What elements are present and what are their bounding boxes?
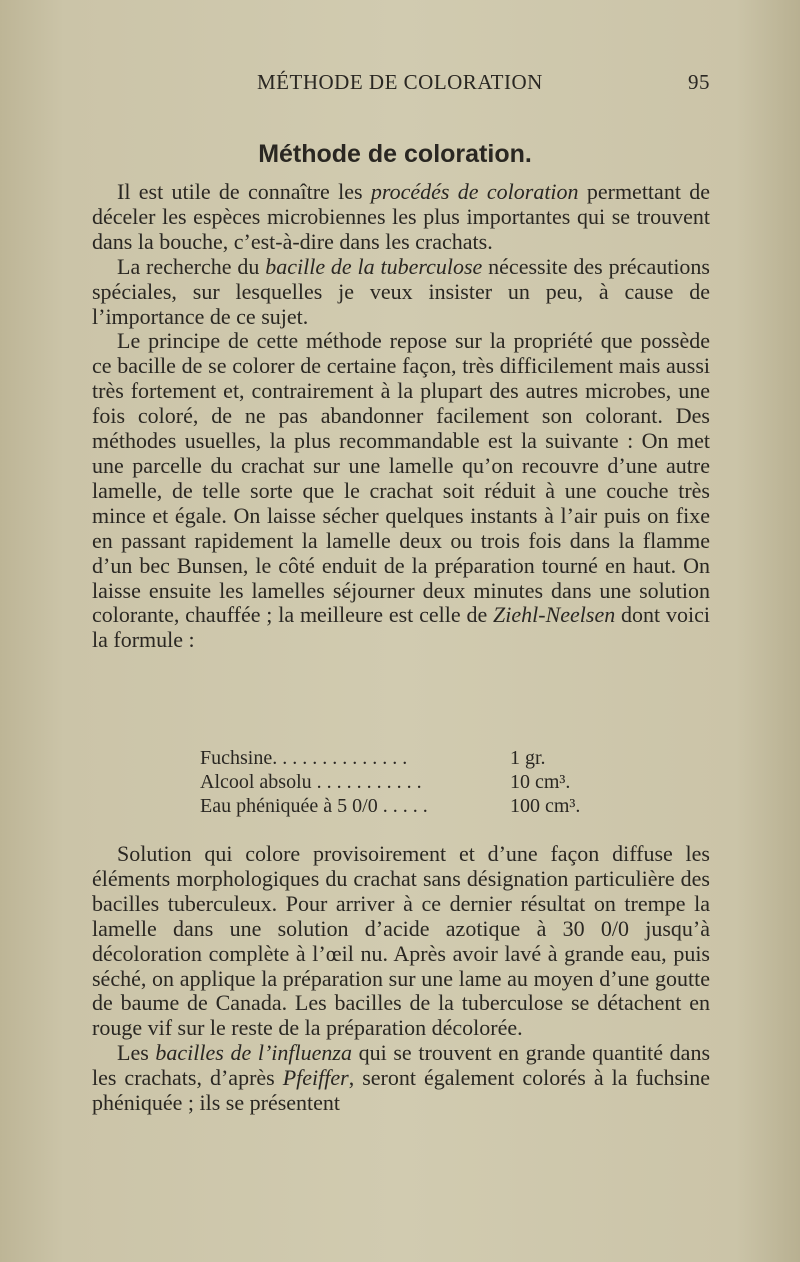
- paragraph: Il est utile de connaître les procédés de coloration permettant de déceler les espèces microbiennes les plus importantes qui se trouvent dans la bouche, c’est-à-dire dans les crachats.: [92, 179, 710, 254]
- formula-row: [200, 794, 620, 818]
- paragraph: Solution qui colore provisoirement et d’une façon diffuse les éléments morphologiques du crachat sans désignation particulière des bacilles tuberculeux. Pour arriver à ce dernier résultat on trempe la lamelle dans une solution d’acide azotique à 30 0/0 jusqu’à décoloration complète à l’œil nu. Après avoir lavé à grande eau, puis séché, on applique la préparation sur une lame au moyen d’une goutte de baume de Canada. Les bacilles de la tuberculose se détachent en rouge vif sur le reste de la préparation décolorée.: [92, 841, 710, 1041]
- section-title: Méthode de coloration.: [258, 140, 532, 168]
- formula-table: [200, 746, 620, 818]
- body-text-top: [92, 180, 710, 653]
- running-header: [0, 70, 800, 100]
- formula-ingredient: Alcool absolu . . . . . . . . . . .: [200, 771, 422, 793]
- formula-quantity: 1 gr.: [510, 747, 546, 769]
- paragraph: Les bacilles de l’influenza qui se trouvent en grande quantité dans les crachats, d’après Pfeiffer, seront également colorés à la fuchsine phéniquée ; ils se présentent: [92, 1040, 711, 1116]
- paragraph: Le principe de cette méthode repose sur la propriété que possède ce bacille de se colorer de certaine façon, très difficilement mais aussi très fortement et, contrairement à la plupart des autres microbes, une fois coloré, de ne pas abandonner facilement son colorant. Des méthodes usuelles, la plus recommandable est la suivante : On met une parcelle du crachat sur une lamelle qu’on recouvre d’une autre lamelle, de telle sorte que le crachat soit réduit à une couche très mince et égale. On laisse sécher quelques instants à l’air puis on fixe en passant rapidement la lamelle deux ou trois fois dans la flamme d’un bec Bunsen, le côté enduit de la préparation tourné en haut. On laisse ensuite les lamelles séjourner deux minutes dans une solution colorante, chauffée ; la meilleure est celle de Ziehl-Neelsen dont voici la formule :: [92, 328, 710, 653]
- page-number: 95: [688, 70, 710, 94]
- formula-ingredient: Eau phéniquée à 5 0/0 . . . . .: [200, 795, 428, 817]
- formula-row: [200, 746, 620, 770]
- running-title: MÉTHODE DE COLORATION: [257, 70, 543, 94]
- formula-ingredient: Fuchsine. . . . . . . . . . . . . .: [200, 747, 408, 769]
- formula-quantity: 100 cm³.: [510, 795, 581, 817]
- formula-row: [200, 770, 620, 794]
- body-text-bottom: [92, 842, 710, 1116]
- paragraph: La recherche du bacille de la tuberculose nécessite des précautions spéciales, sur lesquelles je veux insister un peu, à cause de l’importance de ce sujet.: [92, 253, 710, 329]
- formula-quantity: 10 cm³.: [510, 771, 571, 793]
